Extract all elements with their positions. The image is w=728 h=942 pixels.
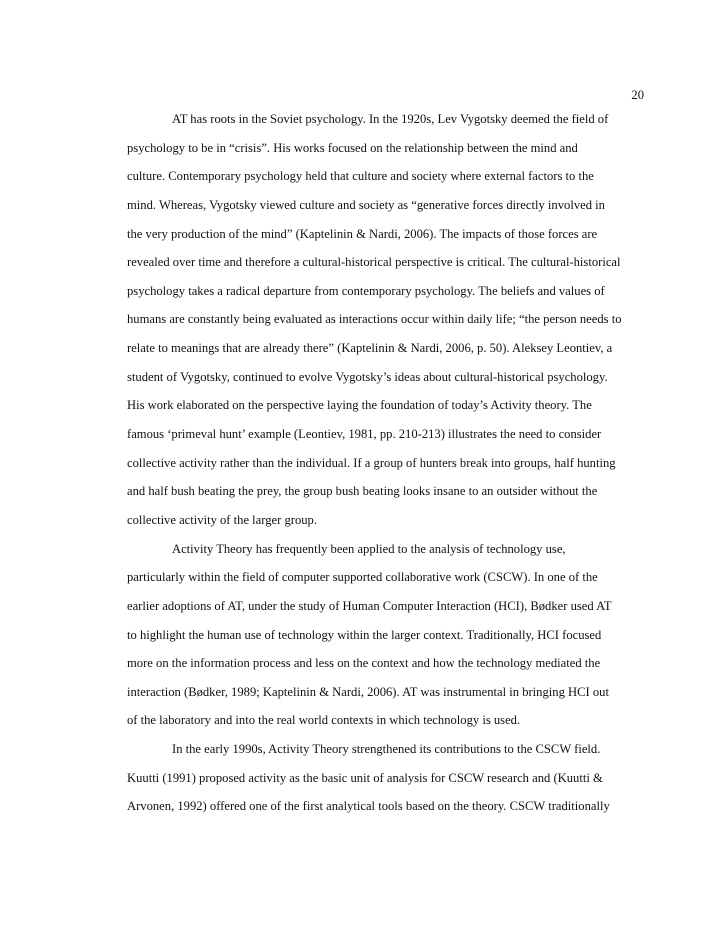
text-line: Activity Theory has frequently been applied to the analysis of technology use, — [172, 541, 566, 556]
text-line: psychology to be in “crisis”. His works focused on the relationship between the mind and — [127, 140, 578, 155]
text-line: particularly within the field of computer supported collaborative work (CSCW). In one of the — [127, 570, 598, 585]
text-line: psychology takes a radical departure from contemporary psychology. The beliefs and values of — [127, 283, 605, 298]
text-line: AT has roots in the Soviet psychology. In the 1920s, Lev Vygotsky deemed the field of — [172, 112, 609, 126]
text-line: the very production of the mind” (Kaptelinin & Nardi, 2006). The impacts of those forces are — [127, 226, 598, 241]
paragraph-1 — [127, 105, 647, 535]
text-line: student of Vygotsky, continued to evolve Vygotsky’s ideas about cultural-historical psychology. — [127, 369, 608, 384]
text-line: collective activity rather than the individual. If a group of hunters break into groups, half hunting — [127, 455, 616, 470]
text-line: more on the information process and less on the context and how the technology mediated the — [127, 656, 601, 671]
body-text — [127, 105, 647, 821]
text-line: mind. Whereas, Vygotsky viewed culture and society as “generative forces directly involved in — [127, 197, 605, 212]
text-line: revealed over time and therefore a cultural-historical perspective is critical. The cultural-historical — [127, 255, 621, 270]
paragraph-2 — [127, 535, 647, 735]
text-line: earlier adoptions of AT, under the study of Human Computer Interaction (HCI), Bødker used AT — [127, 598, 612, 613]
text-line: collective activity of the larger group. — [127, 512, 318, 527]
text-line: His work elaborated on the perspective laying the foundation of today’s Activity theory. The — [127, 398, 592, 413]
text-line: relate to meanings that are already there” (Kaptelinin & Nardi, 2006, p. 50). Aleksey Leontiev, a — [127, 341, 613, 356]
text-line: Kuutti (1991) proposed activity as the basic unit of analysis for CSCW research and (Kuutti & — [127, 770, 603, 785]
text-line: of the laboratory and into the real world contexts in which technology is used. — [127, 713, 521, 728]
text-line: to highlight the human use of technology within the larger context. Traditionally, HCI focused — [127, 627, 602, 642]
text-line: In the early 1990s, Activity Theory strengthened its contributions to the CSCW field. — [172, 742, 601, 757]
text-line: famous ‘primeval hunt’ example (Leontiev, 1981, pp. 210-213) illustrates the need to consider — [127, 427, 602, 442]
text-line: humans are constantly being evaluated as interactions occur within daily life; “the person needs to — [127, 312, 622, 327]
page-number: 20 — [631, 88, 644, 102]
paragraph-3 — [127, 735, 647, 821]
text-line: Arvonen, 1992) offered one of the first analytical tools based on the theory. CSCW traditionally — [127, 799, 610, 814]
text-line: culture. Contemporary psychology held that culture and society where external factors to the — [127, 169, 594, 184]
text-line: and half bush beating the prey, the group bush beating looks insane to an outsider without the — [127, 484, 598, 499]
text-line: interaction (Bødker, 1989; Kaptelinin & Nardi, 2006). AT was instrumental in bringing HCI out — [127, 684, 609, 699]
